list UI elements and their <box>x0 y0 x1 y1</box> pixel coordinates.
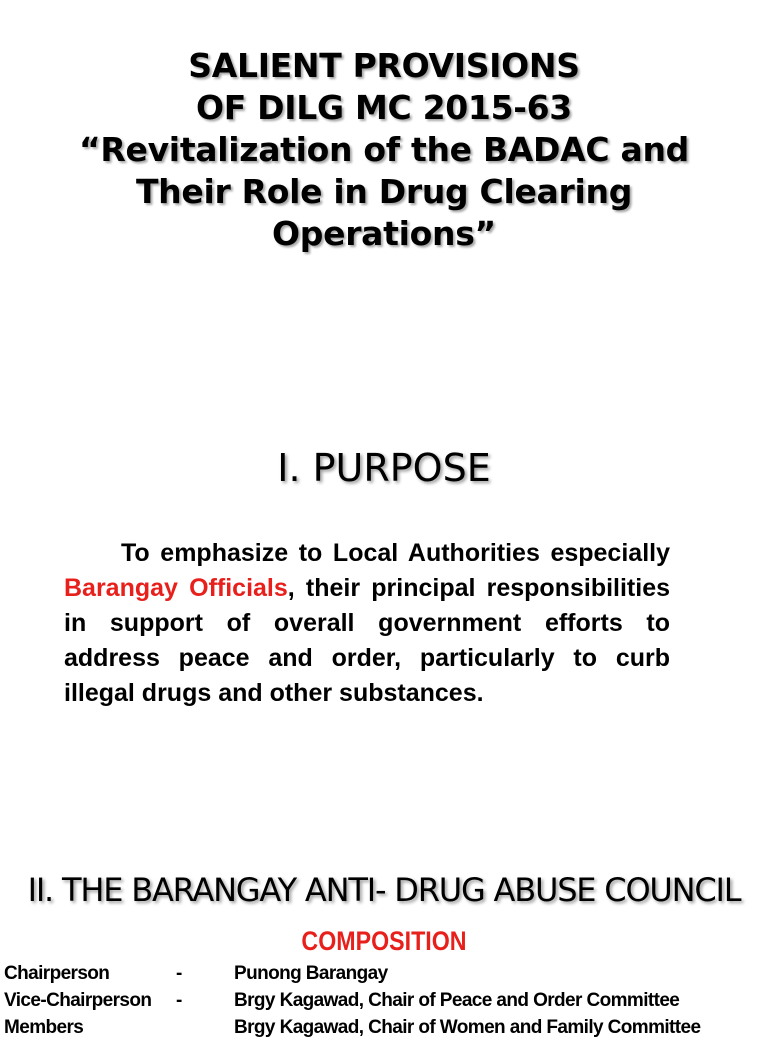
roster-name: Brgy Kagawad, Chair of Women and Family Committee <box>234 1017 701 1038</box>
title-line: OF DILG MC 2015-63 <box>196 88 572 127</box>
roster-row-members <box>4 1014 764 1041</box>
roster-role: Members <box>4 1017 84 1038</box>
purpose-heading: I. PURPOSE <box>277 446 491 490</box>
council-heading: II. THE BARANGAY ANTI- DRUG ABUSE COUNCIL <box>27 871 741 909</box>
purpose-paragraph <box>64 536 670 711</box>
roster-name: Punong Barangay <box>234 963 388 984</box>
roster-role: Chairperson <box>4 963 110 984</box>
composition-label: COMPOSITION <box>301 926 467 956</box>
title-line: SALIENT PROVISIONS <box>188 46 580 85</box>
title-line: “Revitalization of the BADAC and <box>79 130 689 169</box>
roster-row-chairperson <box>4 960 764 987</box>
roster-row-vice-chairperson <box>4 987 764 1014</box>
document-title <box>0 45 768 255</box>
roster-dash: - <box>176 990 183 1011</box>
purpose-text-start: To emphasize to Local Authorities especially <box>121 539 670 567</box>
composition-roster <box>4 960 764 1041</box>
title-line: Operations” <box>272 214 496 253</box>
title-line: Their Role in Drug Clearing <box>135 172 633 211</box>
barangay-officials-highlight: Barangay Officials <box>64 574 288 602</box>
purpose-text-end: , their principal responsibilities in support of overall government efforts to address peace and order, particularly to curb illegal drugs and other substances. <box>64 574 670 707</box>
roster-dash: - <box>176 963 183 984</box>
roster-name: Brgy Kagawad, Chair of Peace and Order Committee <box>234 990 680 1011</box>
roster-role: Vice-Chairperson <box>4 990 152 1011</box>
